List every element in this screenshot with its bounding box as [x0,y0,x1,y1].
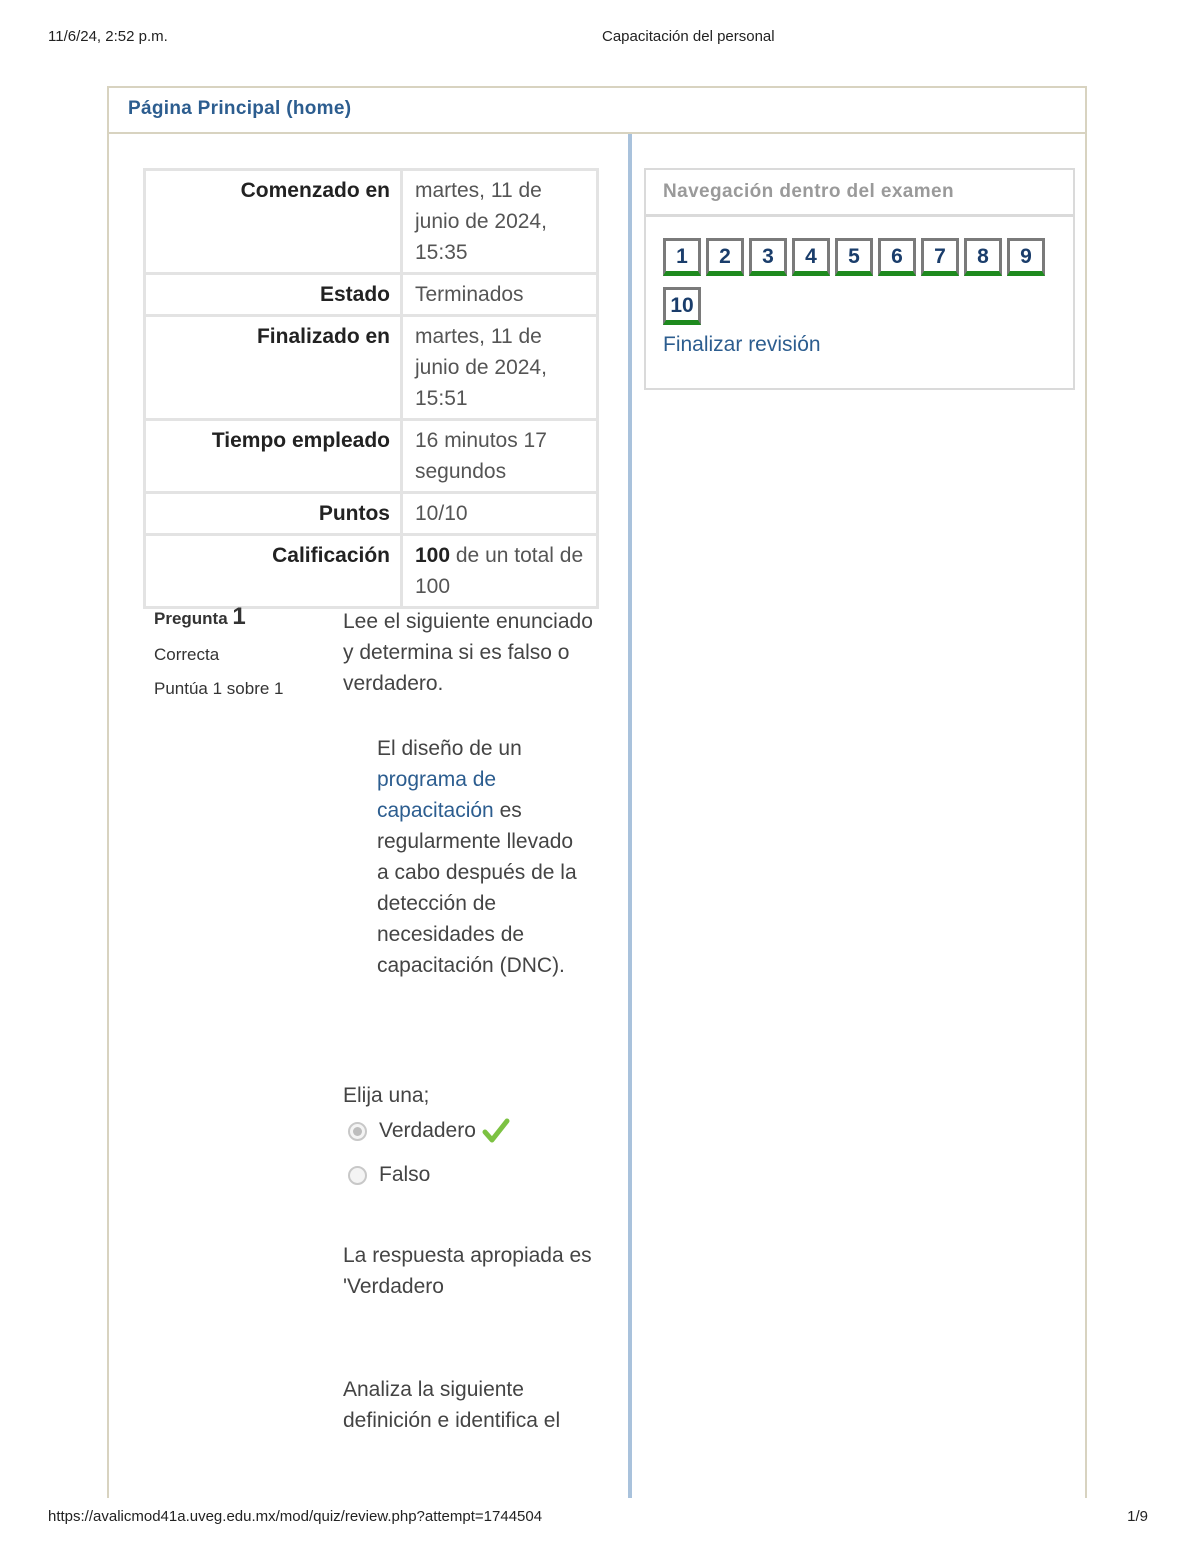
summary-row-state [145,274,598,316]
nav-question-button[interactable]: 3 [749,238,787,276]
nav-question-button[interactable]: 2 [706,238,744,276]
nav-question-button[interactable]: 10 [663,287,701,325]
summary-value: Terminados [402,274,598,316]
summary-value [402,535,598,608]
question-state: Correcta [154,645,220,664]
summary-row-points [145,493,598,535]
quiz-navigation-title: Navegación dentro del examen [646,170,1073,217]
nav-question-button[interactable]: 9 [1007,238,1045,276]
question-grade: Puntúa 1 sobre 1 [154,679,284,698]
print-title: Capacitación del personal [602,28,775,45]
correct-answer-feedback: La respuesta apropiada es 'Verdadero [343,1244,592,1298]
question-number-value: 1 [232,603,246,630]
print-url: https://avalicmod41a.uveg.edu.mx/mod/quiz/review.php?attempt=1744504 [48,1508,543,1525]
summary-label: Calificación [145,535,402,608]
correct-check-icon [482,1117,510,1145]
nav-question-button[interactable]: 6 [878,238,916,276]
summary-label: Tiempo empleado [145,420,402,493]
summary-value: 10/10 [402,493,598,535]
nav-question-button[interactable]: 5 [835,238,873,276]
attempt-summary-table [143,168,599,609]
print-page-number: 1/9 [1127,1508,1148,1525]
print-date: 11/6/24, 2:52 p.m. [48,28,168,45]
radio-button-selected[interactable] [348,1122,367,1141]
next-question-intro: Analiza la siguiente definición e identifica el [343,1378,561,1432]
answer-option-true[interactable] [348,1116,510,1146]
statement-text: es regularmente llevado a cabo después de la detección de necesidades de capacitación (DNC). [377,799,577,977]
answer-label: Falso [379,1163,431,1186]
radio-button[interactable] [348,1166,367,1185]
question-statement [377,733,577,981]
nav-question-button[interactable]: 1 [663,238,701,276]
question-prompt: Elija una; [343,1084,430,1107]
answer-option-false[interactable] [348,1160,430,1190]
summary-value: 16 minutos 17 segundos [402,420,598,493]
home-link[interactable]: Página Principal (home) [128,98,352,119]
column-divider [628,134,632,1498]
nav-question-button[interactable]: 8 [964,238,1002,276]
finish-review-link[interactable]: Finalizar revisión [663,333,821,356]
quiz-navigation-block [644,168,1075,390]
quiz-review-page [107,86,1087,1498]
nav-question-button[interactable]: 4 [792,238,830,276]
summary-label: Puntos [145,493,402,535]
question-number [154,603,283,631]
summary-label: Estado [145,274,402,316]
summary-label: Comenzado en [145,170,402,274]
glossary-link[interactable]: programa de capacitación [377,768,497,822]
nav-question-button[interactable]: 7 [921,238,959,276]
question-intro: Lee el siguiente enunciado y determina si es falso o verdadero. [343,610,593,695]
statement-text: El diseño de un [377,737,522,760]
summary-value: martes, 11 de junio de 2024, 15:35 [402,170,598,274]
summary-label: Finalizado en [145,316,402,420]
summary-row-started [145,170,598,274]
summary-value: martes, 11 de junio de 2024, 15:51 [402,316,598,420]
page-header [109,88,1085,134]
question-info [154,603,283,699]
summary-row-grade [145,535,598,608]
grade-score: 100 [415,544,451,567]
summary-row-finished [145,316,598,420]
grade-total: de un total de 100 [415,544,584,598]
question-label: Pregunta [154,609,228,628]
summary-row-time-taken [145,420,598,493]
answer-label: Verdadero [379,1119,476,1142]
